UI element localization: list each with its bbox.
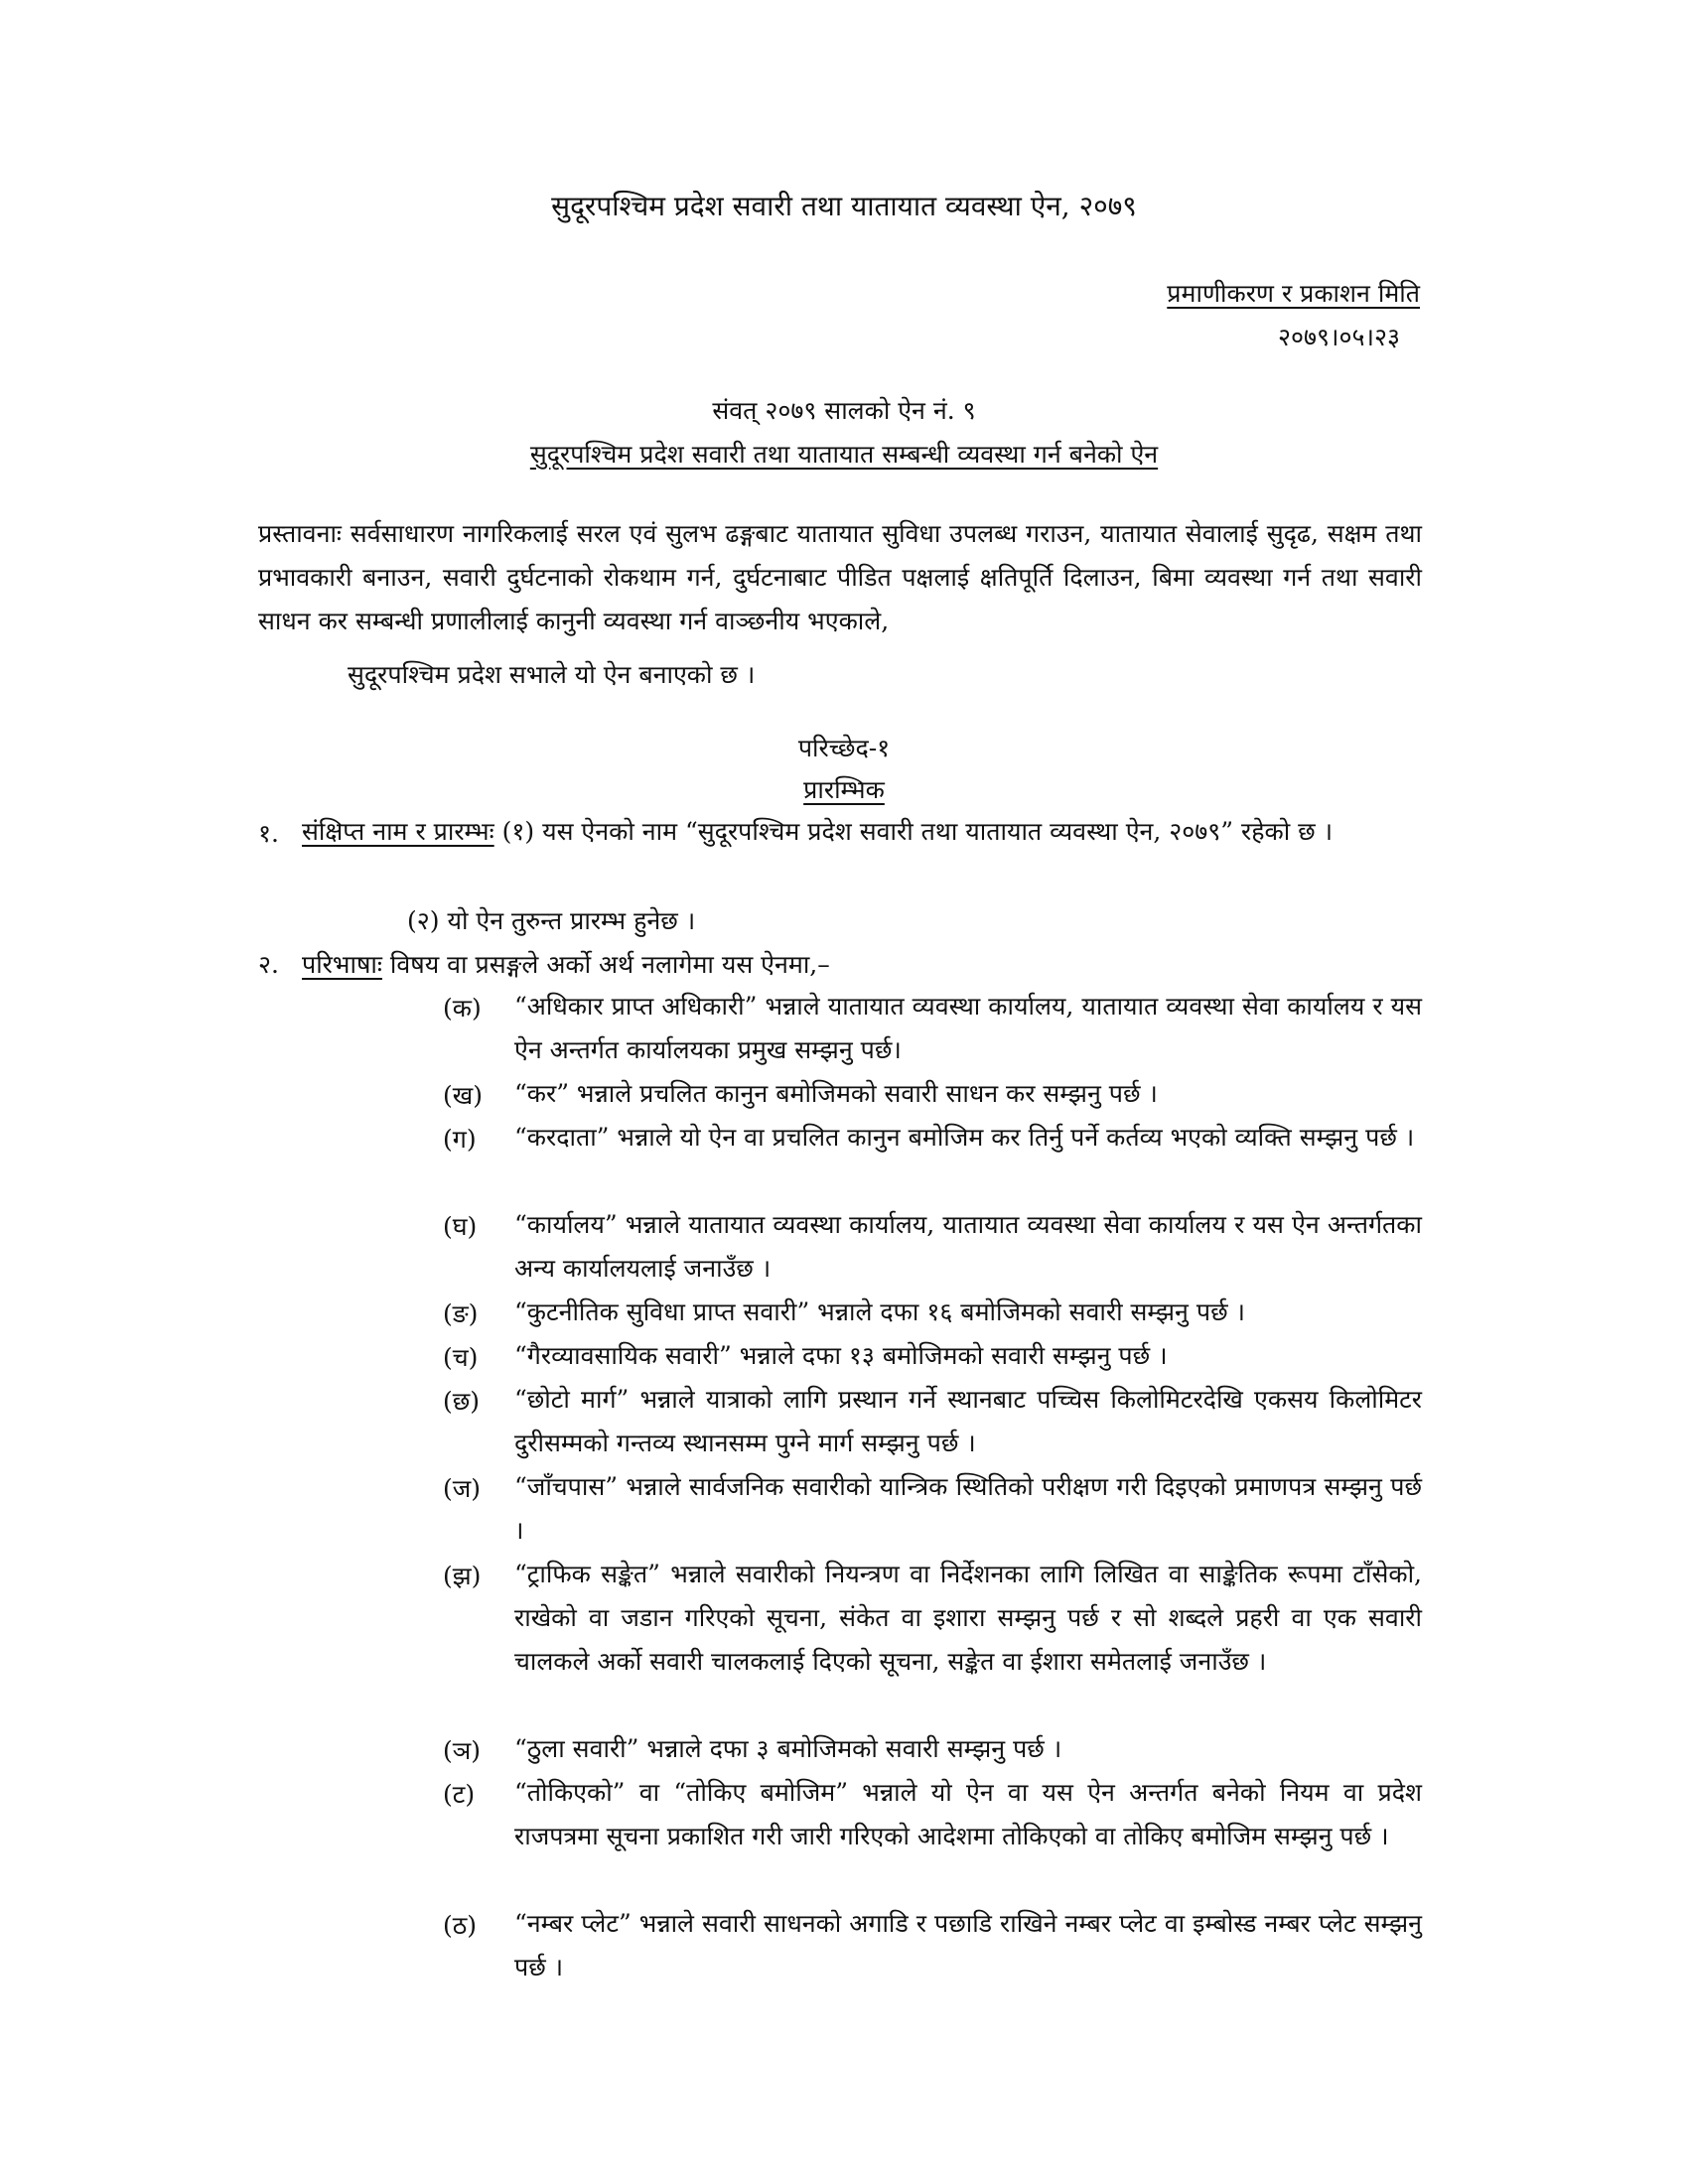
section-2-number: २. — [258, 950, 279, 979]
definition-marker: (ठ) — [443, 1911, 478, 1940]
definition-text: “छोटो मार्ग” भन्नाले यात्राको लागि प्रस्थान गर्ने स्थानबाट पच्चिस किलोमिटरदेखि एकसय किलोमिटर दुरीसम्मको गन्तव्य स्थानसम्म पुग्ने मार्ग सम्झनु पर्छ । — [514, 1385, 1422, 1457]
definition-text: “ट्राफिक सङ्केत” भन्नाले सवारीको नियन्त्रण वा निर्देशनका लागि लिखित वा साङ्केतिक रूपमा टाँसेको, राखेको वा जडान गरिएको सूचना, संकेत वा इशारा सम्झनु पर्छ र सो शब्दले प्रहरी वा एक सवारी चालकले अर्को सवारी चालकलाई दिएको सूचना, सङ्केत वा ईशारा समेतलाई जनाउँछ । — [514, 1560, 1422, 1676]
definition-marker: (ट) — [443, 1780, 476, 1809]
definition-text: “जाँचपास” भन्नाले सार्वजनिक सवारीको यान्त्रिक स्थितिको परीक्षण गरी दिइएको प्रमाणपत्र सम्झनु पर्छ । — [514, 1472, 1422, 1545]
definition-marker: (ङ) — [443, 1299, 479, 1328]
enactment-clause: सुदूरपश्चिम प्रदेश सभाले यो ऐन बनाएको छ । — [348, 660, 756, 689]
authentication-label: प्रमाणीकरण र प्रकाशन मिति — [1167, 279, 1420, 308]
definition-marker: (ज) — [443, 1474, 482, 1503]
definition-text: “कार्यालय” भन्नाले यातायात व्यवस्था कार्यालय, यातायात व्यवस्था सेवा कार्यालय र यस ऐन अन्तर्गतका अन्य कार्यालयलाई जनाउँछ । — [514, 1210, 1422, 1283]
definition-text: “कुटनीतिक सुविधा प्राप्त सवारी” भन्नाले दफा १६ बमोजिमको सवारी सम्झनु पर्छ । — [514, 1297, 1246, 1326]
section-1-number: १. — [258, 819, 279, 848]
section-1-subsection-2: (२) यो ऐन तुरुन्त प्रारम्भ हुनेछ । — [407, 906, 696, 935]
section-2 — [302, 947, 830, 981]
act-subtitle: सुदूरपश्चिम प्रदेश सवारी तथा यातायात सम्बन्धी व्यवस्था गर्न बनेको ऐन — [529, 440, 1159, 469]
act-number: संवत् २०७९ सालको ऐन नं. ९ — [712, 396, 976, 425]
definition-text: “कर” भन्नाले प्रचलित कानुन बमोजिमको सवारी साधन कर सम्झनु पर्छ । — [514, 1079, 1158, 1108]
authentication-date: २०७९।०५।२३ — [1278, 323, 1400, 351]
definition-marker: (च) — [443, 1343, 479, 1372]
definition-text: “तोकिएको” वा “तोकिए बमोजिम” भन्नाले यो ऐन वा यस ऐन अन्तर्गत बनेको नियम वा प्रदेश राजपत्रमा सूचना प्रकाशित गरी जारी गरिएको आदेशमा तोकिएको वा तोकिए बमोजिम सम्झनु पर्छ । — [514, 1778, 1422, 1850]
definition-text: “नम्बर प्लेट” भन्नाले सवारी साधनको अगाडि र पछाडि राखिने नम्बर प्लेट वा इम्बोस्ड नम्बर प्लेट सम्झनु पर्छ । — [514, 1909, 1422, 1981]
definition-marker: (घ) — [443, 1212, 478, 1241]
section-1 — [290, 810, 1422, 854]
document-title: सुदूरपश्चिम प्रदेश सवारी तथा यातायात व्यवस्था ऐन, २०७९ — [551, 190, 1137, 222]
chapter-label: परिच्छेद-१ — [797, 734, 891, 762]
definition-text: “गैरव्यावसायिक सवारी” भन्नाले दफा १३ बमोजिमको सवारी सम्झनु पर्छ । — [514, 1341, 1168, 1370]
definition-text: “अधिकार प्राप्त अधिकारी” भन्नाले यातायात व्यवस्था कार्यालय, यातायात व्यवस्था सेवा कार्यालय र यस ऐन अन्तर्गत कार्यालयका प्रमुख सम्झनु पर्छ। — [514, 992, 1422, 1064]
definition-marker: (ख) — [443, 1081, 483, 1110]
definition-text: “ठुला सवारी” भन्नाले दफा ३ बमोजिमको सवारी सम्झनु पर्छ । — [514, 1734, 1062, 1763]
section-1-heading: संक्षिप्त नाम र प्रारम्भः — [302, 817, 494, 846]
chapter-title: प्रारम्भिक — [803, 775, 885, 804]
section-2-text: विषय वा प्रसङ्गले अर्को अर्थ नलागेमा यस ऐनमा,– — [381, 950, 830, 979]
definition-marker: (क) — [443, 994, 482, 1023]
definition-marker: (ञ) — [443, 1736, 482, 1765]
section-1-text: (१) यस ऐनको नाम “सुदूरपश्चिम प्रदेश सवारी तथा यातायात व्यवस्था ऐन, २०७९” रहेको छ । — [493, 817, 1334, 846]
definition-text: “करदाता” भन्नाले यो ऐन वा प्रचलित कानुन बमोजिम कर तिर्नु पर्ने कर्तव्य भएको व्यक्ति सम्झनु पर्छ । — [514, 1123, 1415, 1152]
definition-marker: (ग) — [443, 1125, 477, 1154]
section-2-heading: परिभाषाः — [302, 950, 382, 979]
definition-marker: (झ) — [443, 1562, 482, 1590]
preamble: प्रस्तावनाः सर्वसाधारण नागरिकलाई सरल एवं सुलभ ढङ्गबाट यातायात सुविधा उपलब्ध गराउन, यातायात सेवालाई सुदृढ, सक्षम तथा प्रभावकारी बनाउन, सवारी दुर्घटनाको रोकथाम गर्न, दुर्घटनाबाट पीडित पक्षलाई क्षतिपूर्ति दिलाउन, बिमा व्यवस्था गर्न तथा सवारी साधन कर सम्बन्धी प्रणालीलाई कानुनी व्यवस्था गर्न वाञ्छनीय भएकाले, — [258, 519, 1422, 635]
definition-marker: (छ) — [443, 1387, 481, 1416]
